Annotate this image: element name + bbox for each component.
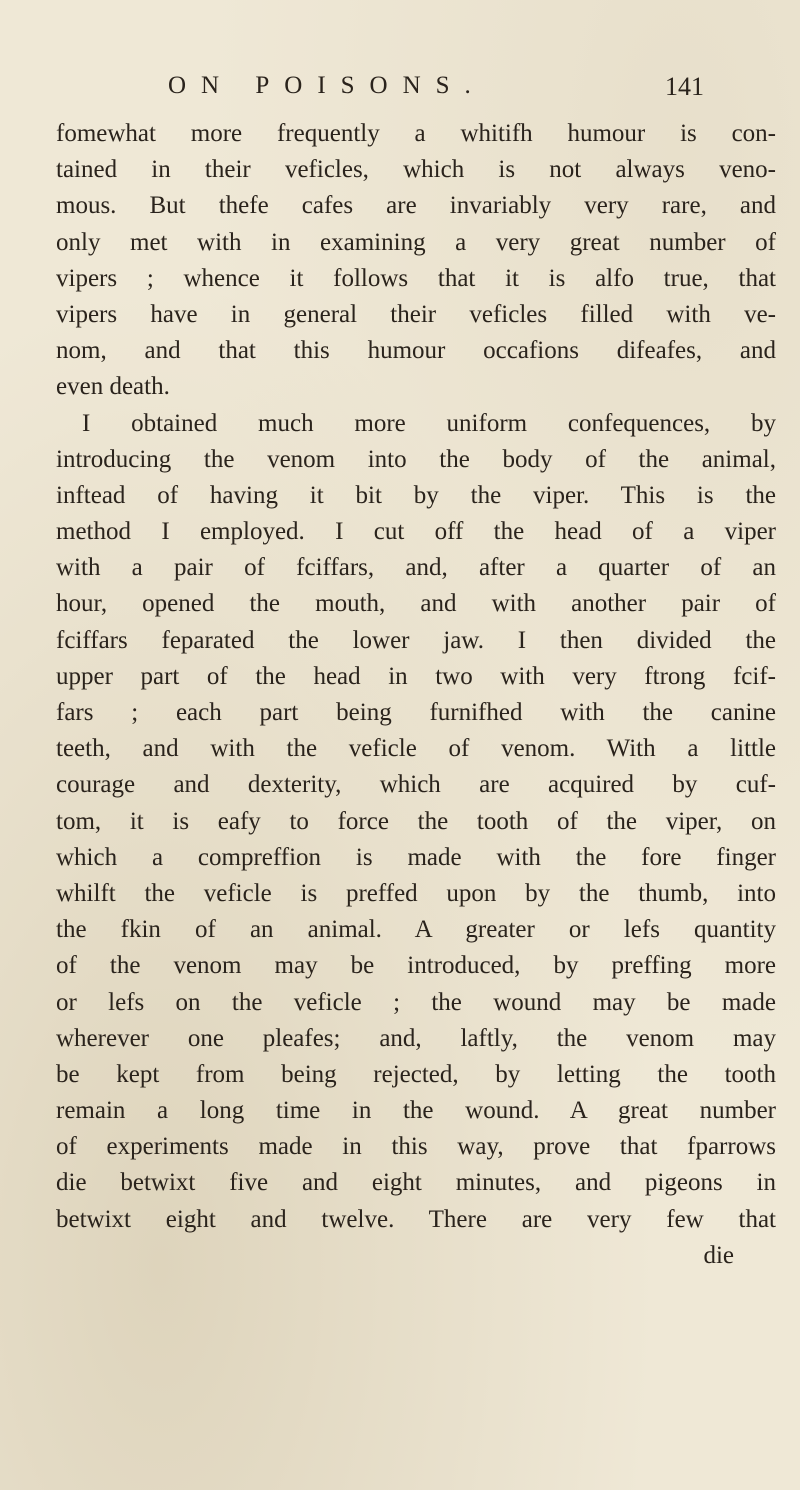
text-line: introducing the venom into the body of the animal,: [56, 445, 776, 473]
text-line: upper part of the head in two with very ftrong fcif-: [56, 662, 776, 690]
text-line: the fkin of an animal. A greater or lefs quantity: [56, 916, 776, 944]
text-line: with a pair of fciffars, and, after a quarter of an: [56, 554, 776, 582]
page-number: 141: [665, 72, 704, 101]
text-line: mous. But thefe cafes are invariably very rare, and: [56, 192, 776, 220]
text-line: of the venom may be introduced, by preffing more: [56, 952, 776, 980]
text-line: or lefs on the veficle ; the wound may be made: [56, 988, 776, 1016]
text-line: fciffars feparated the lower jaw. I then divided the: [56, 626, 776, 654]
text-line: tained in their veficles, which is not always veno-: [56, 156, 776, 184]
body-text: [56, 116, 776, 1274]
text-line: method I employed. I cut off the head of a viper: [56, 518, 776, 546]
text-line: fomewhat more frequently a whitifh humour is con-: [56, 120, 776, 147]
text-line: I obtained much more uniform confequences, by: [82, 409, 776, 437]
catchword: die: [703, 1241, 734, 1269]
text-line: remain a long time in the wound. A great number: [56, 1097, 776, 1125]
text-line: whilft the veficle is preffed upon by the thumb, into: [56, 879, 776, 907]
text-line: even death.: [56, 373, 170, 401]
text-line: wherever one pleafes; and, laftly, the venom may: [56, 1024, 776, 1052]
text-line: only met with in examining a very great number of: [56, 228, 776, 256]
text-line: vipers have in general their veficles filled with ve-: [56, 300, 776, 328]
text-line: of experiments made in this way, prove that fparrows: [56, 1133, 776, 1161]
text-line: die betwixt five and eight minutes, and pigeons in: [56, 1169, 776, 1197]
text-line: teeth, and with the veficle of venom. With a little: [56, 735, 776, 763]
text-line: betwixt eight and twelve. There are very few that: [56, 1205, 776, 1233]
text-line: inftead of having it bit by the viper. This is the: [56, 481, 776, 509]
text-line: courage and dexterity, which are acquired by cuf-: [56, 771, 776, 799]
text-line: hour, opened the mouth, and with another pair of: [56, 590, 776, 618]
text-line: tom, it is eafy to force the tooth of the viper, on: [56, 807, 776, 835]
text-line: vipers ; whence it follows that it is alfo true, that: [56, 264, 776, 292]
text-line: fars ; each part being furnifhed with the canine: [56, 699, 776, 726]
running-head: ON POISONS.: [168, 72, 486, 99]
page-header: [168, 72, 704, 106]
text-line: nom, and that this humour occafions difeafes, and: [56, 337, 776, 365]
text-line: be kept from being rejected, by letting the tooth: [56, 1060, 776, 1088]
text-line: which a compreffion is made with the fore finger: [56, 843, 776, 871]
